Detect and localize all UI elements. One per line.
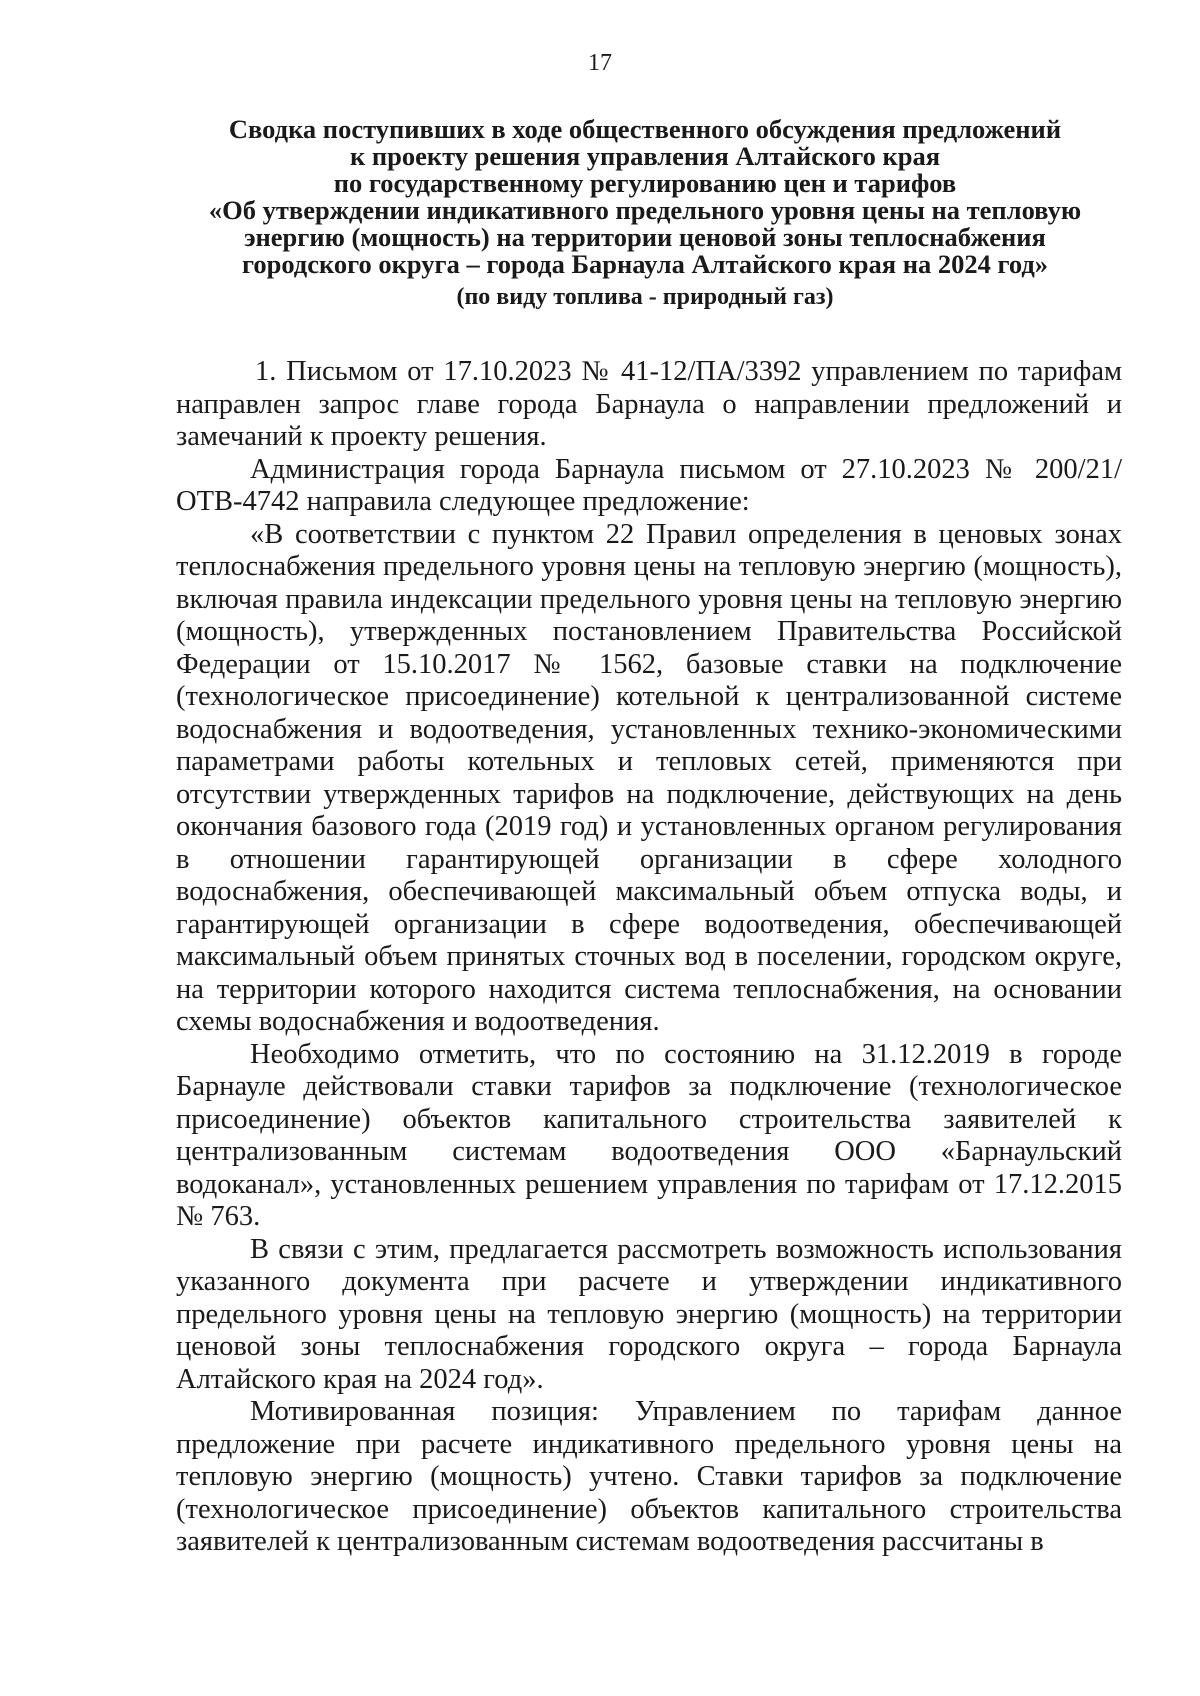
title-line: городского округа – города Барнаула Алтайского края на 2024 год» xyxy=(241,249,1049,279)
title-line: по государственному регулированию цен и тарифов xyxy=(333,168,957,198)
title-line: к проекту решения управления Алтайского края xyxy=(349,141,941,171)
title-line: Сводка поступивших в ходе общественного обсуждения предложений xyxy=(228,114,1062,144)
body-paragraph: Мотивированная позиция: Управлением по тарифам данное предложение при расчете индикативного предельного уровня цены на тепловую энергию (мощность) учтено. Ставки тарифов за подключение (технологическое присоединение) объектов капитального строительства заявителей к централизованным системам водоотведения рассчитаны в xyxy=(176,1396,1122,1557)
body-paragraph: Необходимо отметить, что по состоянию на 31.12.2019 в городе Барнауле действовали ставки тарифов за подключение (технологическое присоединение) объектов капитального строительства заявителей к централизованным системам водоотведения ООО «Барнаульский водоканал», установленных решением управления по тарифам от 17.12.2015 № 763. xyxy=(176,1038,1122,1232)
body-paragraph: «В соответствии с пунктом 22 Правил определения в ценовых зонах теплоснабжения предельного уровня цены на тепловую энергию (мощность), включая правила индексации предельного уровня цены на тепловую энергию (мощность), утвержденных постановлением Правительства Российской Федерации от 15.10.2017 № 1562, базовые ставки на подключение (технологическое присоединение) котельной к централизованной системе водоснабжения и водоотведения, установленных технико-экономическими параметрами работы котельных и тепловых сетей, применяются при отсутствии утвержденных тарифов на подключение, действующих на день окончания базового года (2019 год) и установленных органом регулирования в отношении гарантирующей организации в сфере холодного водоснабжения, обеспечивающей максимальный объем отпуска воды, и гарантирующей организации в сфере водоотведения, обеспечивающей максимальный объем принятых сточных вод в поселении, городском округе, на территории которого находится система теплоснабжения, на основании схемы водоснабжения и водоотведения. xyxy=(176,518,1122,1037)
document-title xyxy=(150,116,1140,311)
title-line: энергию (мощность) на территории ценовой зоны теплоснабжения xyxy=(244,222,1046,252)
body-paragraph: 1. Письмом от 17.10.2023 № 41-12/ПА/3392 управлением по тарифам направлен запрос главе города Барнаула о направлении предложений и замечаний к проекту решения. xyxy=(176,356,1122,452)
body-paragraph: Администрация города Барнаула письмом от 27.10.2023 № 200/21/ОТВ-4742 направила следующее предложение: xyxy=(176,453,1122,517)
page-number: 17 xyxy=(588,50,612,76)
title-line: «Об утверждении индикативного предельного уровня цены на тепловую xyxy=(208,195,1082,225)
document-body xyxy=(176,356,1122,1559)
document-subtitle: (по виду топлива - природный газ) xyxy=(456,284,834,310)
body-paragraph: В связи с этим, предлагается рассмотреть возможность использования указанного документа при расчете и утверждении индикативного предельного уровня цены на тепловую энергию (мощность) на территории ценовой зоны теплоснабжения городского округа – города Барнаула Алтайского края на 2024 год». xyxy=(176,1233,1122,1395)
